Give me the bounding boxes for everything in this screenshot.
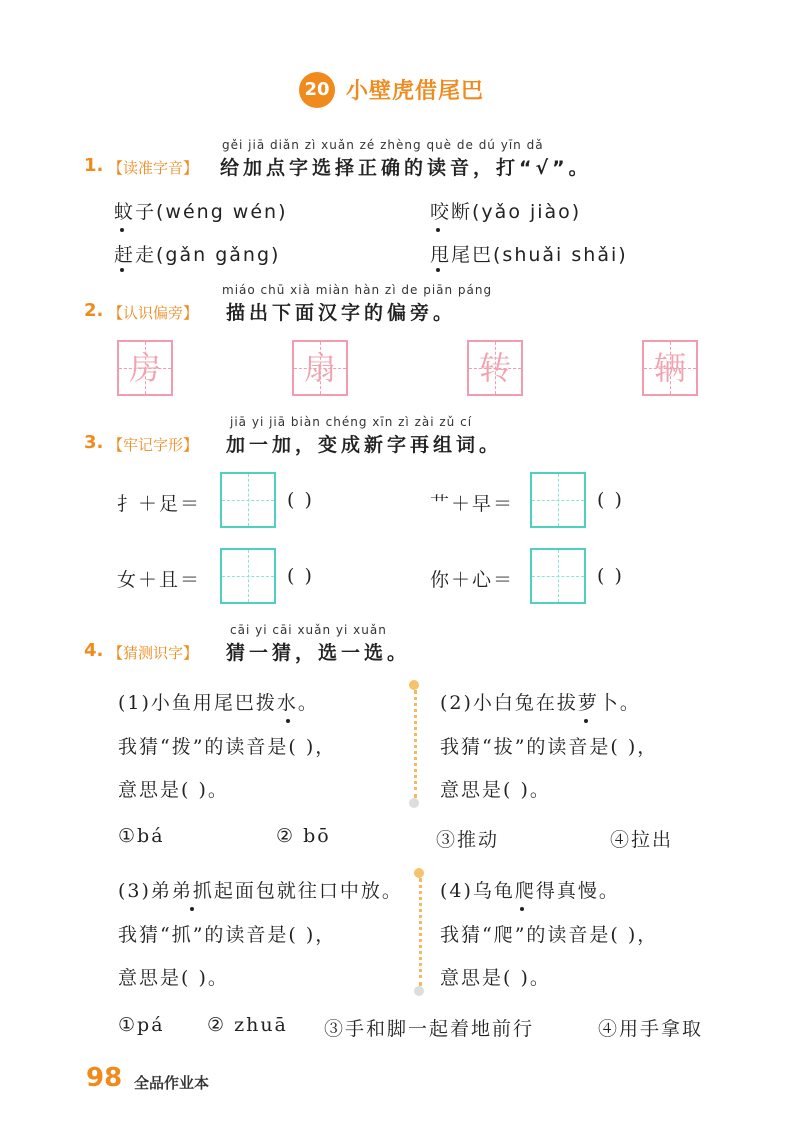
trace-char-box[interactable] — [117, 340, 173, 396]
trace-char: 转 — [478, 349, 511, 387]
q2-stem: 描出下面汉字的偏旁。 — [226, 302, 457, 324]
page-number: 98 — [86, 1063, 123, 1093]
trace-char-box[interactable] — [642, 340, 698, 396]
q4-sentence-1: (1)小鱼用尾巴拨水。 — [118, 692, 319, 714]
q4-option-2-3[interactable]: ③手和脚一起着地前行 — [324, 1018, 535, 1040]
q3-word-blank-2[interactable]: ( ) — [597, 489, 624, 511]
answer-char-box[interactable] — [220, 472, 276, 528]
q4-stem: 猜一猜，选一选。 — [226, 642, 411, 664]
divider-cap-bottom — [409, 798, 419, 808]
q1-stem: 给加点字选择正确的读音，打“√”。 — [220, 157, 592, 179]
q1-item-1-options: (wéng wén) — [156, 201, 288, 223]
q1-item-3-options: (gǎn gǎng) — [156, 244, 281, 266]
answer-char-box[interactable] — [220, 548, 276, 604]
column-divider — [419, 878, 428, 986]
emphasis-dot — [286, 719, 290, 723]
divider-cap-top — [409, 680, 419, 690]
q3-stem: 加一加，变成新字再组词。 — [226, 434, 503, 456]
q3-pinyin: jiā yi jiā biàn chéng xīn zì zài zǔ cí — [230, 415, 473, 429]
emphasis-dot — [584, 719, 588, 723]
q4-sentence-3: (3)弟弟抓起面包就往口中放。 — [118, 880, 403, 902]
emphasis-dot — [120, 268, 124, 272]
q3-word-blank-3[interactable]: ( ) — [287, 565, 314, 587]
q4-option-2-4[interactable]: ④用手拿取 — [598, 1018, 704, 1040]
q4-pinyin: cāi yi cāi xuǎn yi xuǎn — [230, 623, 387, 637]
q3-tag: 【牢记字形】 — [108, 436, 199, 454]
q1-item-4-word: 甩尾巴 — [430, 244, 494, 266]
q3-word-blank-4[interactable]: ( ) — [597, 565, 624, 587]
q3-formula-4: 你＋心＝ — [430, 569, 515, 591]
trace-char: 扇 — [303, 349, 336, 387]
q1-item-3 — [114, 240, 280, 267]
q4-option-2-1[interactable]: ①pá — [118, 1014, 165, 1036]
q1-item-3-word: 赶走 — [114, 244, 157, 266]
q4-guess-1[interactable]: 我猜“拨”的读音是( )， — [118, 736, 337, 758]
q4-meaning-4[interactable]: 意思是( )。 — [440, 967, 551, 989]
q2-number: 2. — [84, 300, 104, 321]
q4-option-1-4[interactable]: ④拉出 — [610, 829, 674, 851]
q1-item-4 — [430, 240, 628, 267]
q3-formula-2: 艹＋早＝ — [430, 493, 515, 515]
q3-word-blank-1[interactable]: ( ) — [287, 489, 314, 511]
emphasis-dot — [190, 907, 194, 911]
q1-number: 1. — [84, 155, 104, 176]
emphasis-dot — [520, 907, 524, 911]
trace-char: 房 — [128, 349, 161, 387]
answer-char-box[interactable] — [530, 548, 586, 604]
q1-pinyin: gěi jiā diǎn zì xuǎn zé zhèng què de dú yīn dǎ — [222, 138, 544, 152]
q3-number: 3. — [84, 432, 104, 453]
column-divider — [414, 690, 423, 798]
q2-tag: 【认识偏旁】 — [108, 304, 199, 322]
emphasis-dot — [436, 228, 440, 232]
divider-cap-top — [414, 868, 424, 878]
q4-option-1-2[interactable]: ② bō — [276, 825, 331, 847]
lesson-title: 小壁虎借尾巴 — [346, 79, 485, 104]
answer-char-box[interactable] — [530, 472, 586, 528]
q1-item-4-options: (shuǎi shǎi) — [493, 244, 628, 266]
q4-guess-4[interactable]: 我猜“爬”的读音是( )， — [440, 924, 659, 946]
q4-sentence-4: (4)乌龟爬得真慢。 — [440, 880, 620, 902]
q1-item-2 — [430, 197, 581, 224]
q4-meaning-2[interactable]: 意思是( )。 — [440, 779, 551, 801]
emphasis-dot — [120, 228, 124, 232]
q4-option-1-3[interactable]: ③推动 — [436, 829, 500, 851]
q2-pinyin: miáo chū xià miàn hàn zì de piān páng — [222, 283, 493, 297]
q1-item-2-options: (yǎo jiào) — [472, 201, 582, 223]
q4-option-2-2[interactable]: ② zhuā — [207, 1014, 288, 1036]
lesson-number-badge: 20 — [299, 72, 335, 108]
q4-meaning-3[interactable]: 意思是( )。 — [118, 967, 229, 989]
q3-formula-3: 女＋且＝ — [117, 569, 202, 591]
q1-item-2-word: 咬断 — [430, 201, 473, 223]
q4-guess-3[interactable]: 我猜“抓”的读音是( )， — [118, 924, 337, 946]
divider-cap-bottom — [414, 986, 424, 996]
q4-meaning-1[interactable]: 意思是( )。 — [118, 779, 229, 801]
trace-char-box[interactable] — [467, 340, 523, 396]
q4-sentence-2: (2)小白兔在拔萝卜。 — [440, 692, 641, 714]
q4-number: 4. — [84, 640, 104, 661]
emphasis-dot — [436, 268, 440, 272]
trace-char-box[interactable] — [292, 340, 348, 396]
q1-tag: 【读准字音】 — [108, 159, 199, 177]
trace-char: 辆 — [653, 349, 686, 387]
q1-item-1 — [114, 197, 287, 224]
q3-formula-1: 扌＋足＝ — [117, 493, 202, 515]
q1-item-1-word: 蚊子 — [114, 201, 157, 223]
book-name: 全品作业本 — [134, 1074, 210, 1092]
q4-option-1-1[interactable]: ①bá — [118, 825, 165, 847]
q4-guess-2[interactable]: 我猜“拔”的读音是( )， — [440, 736, 659, 758]
q4-tag: 【猜测识字】 — [108, 644, 199, 662]
